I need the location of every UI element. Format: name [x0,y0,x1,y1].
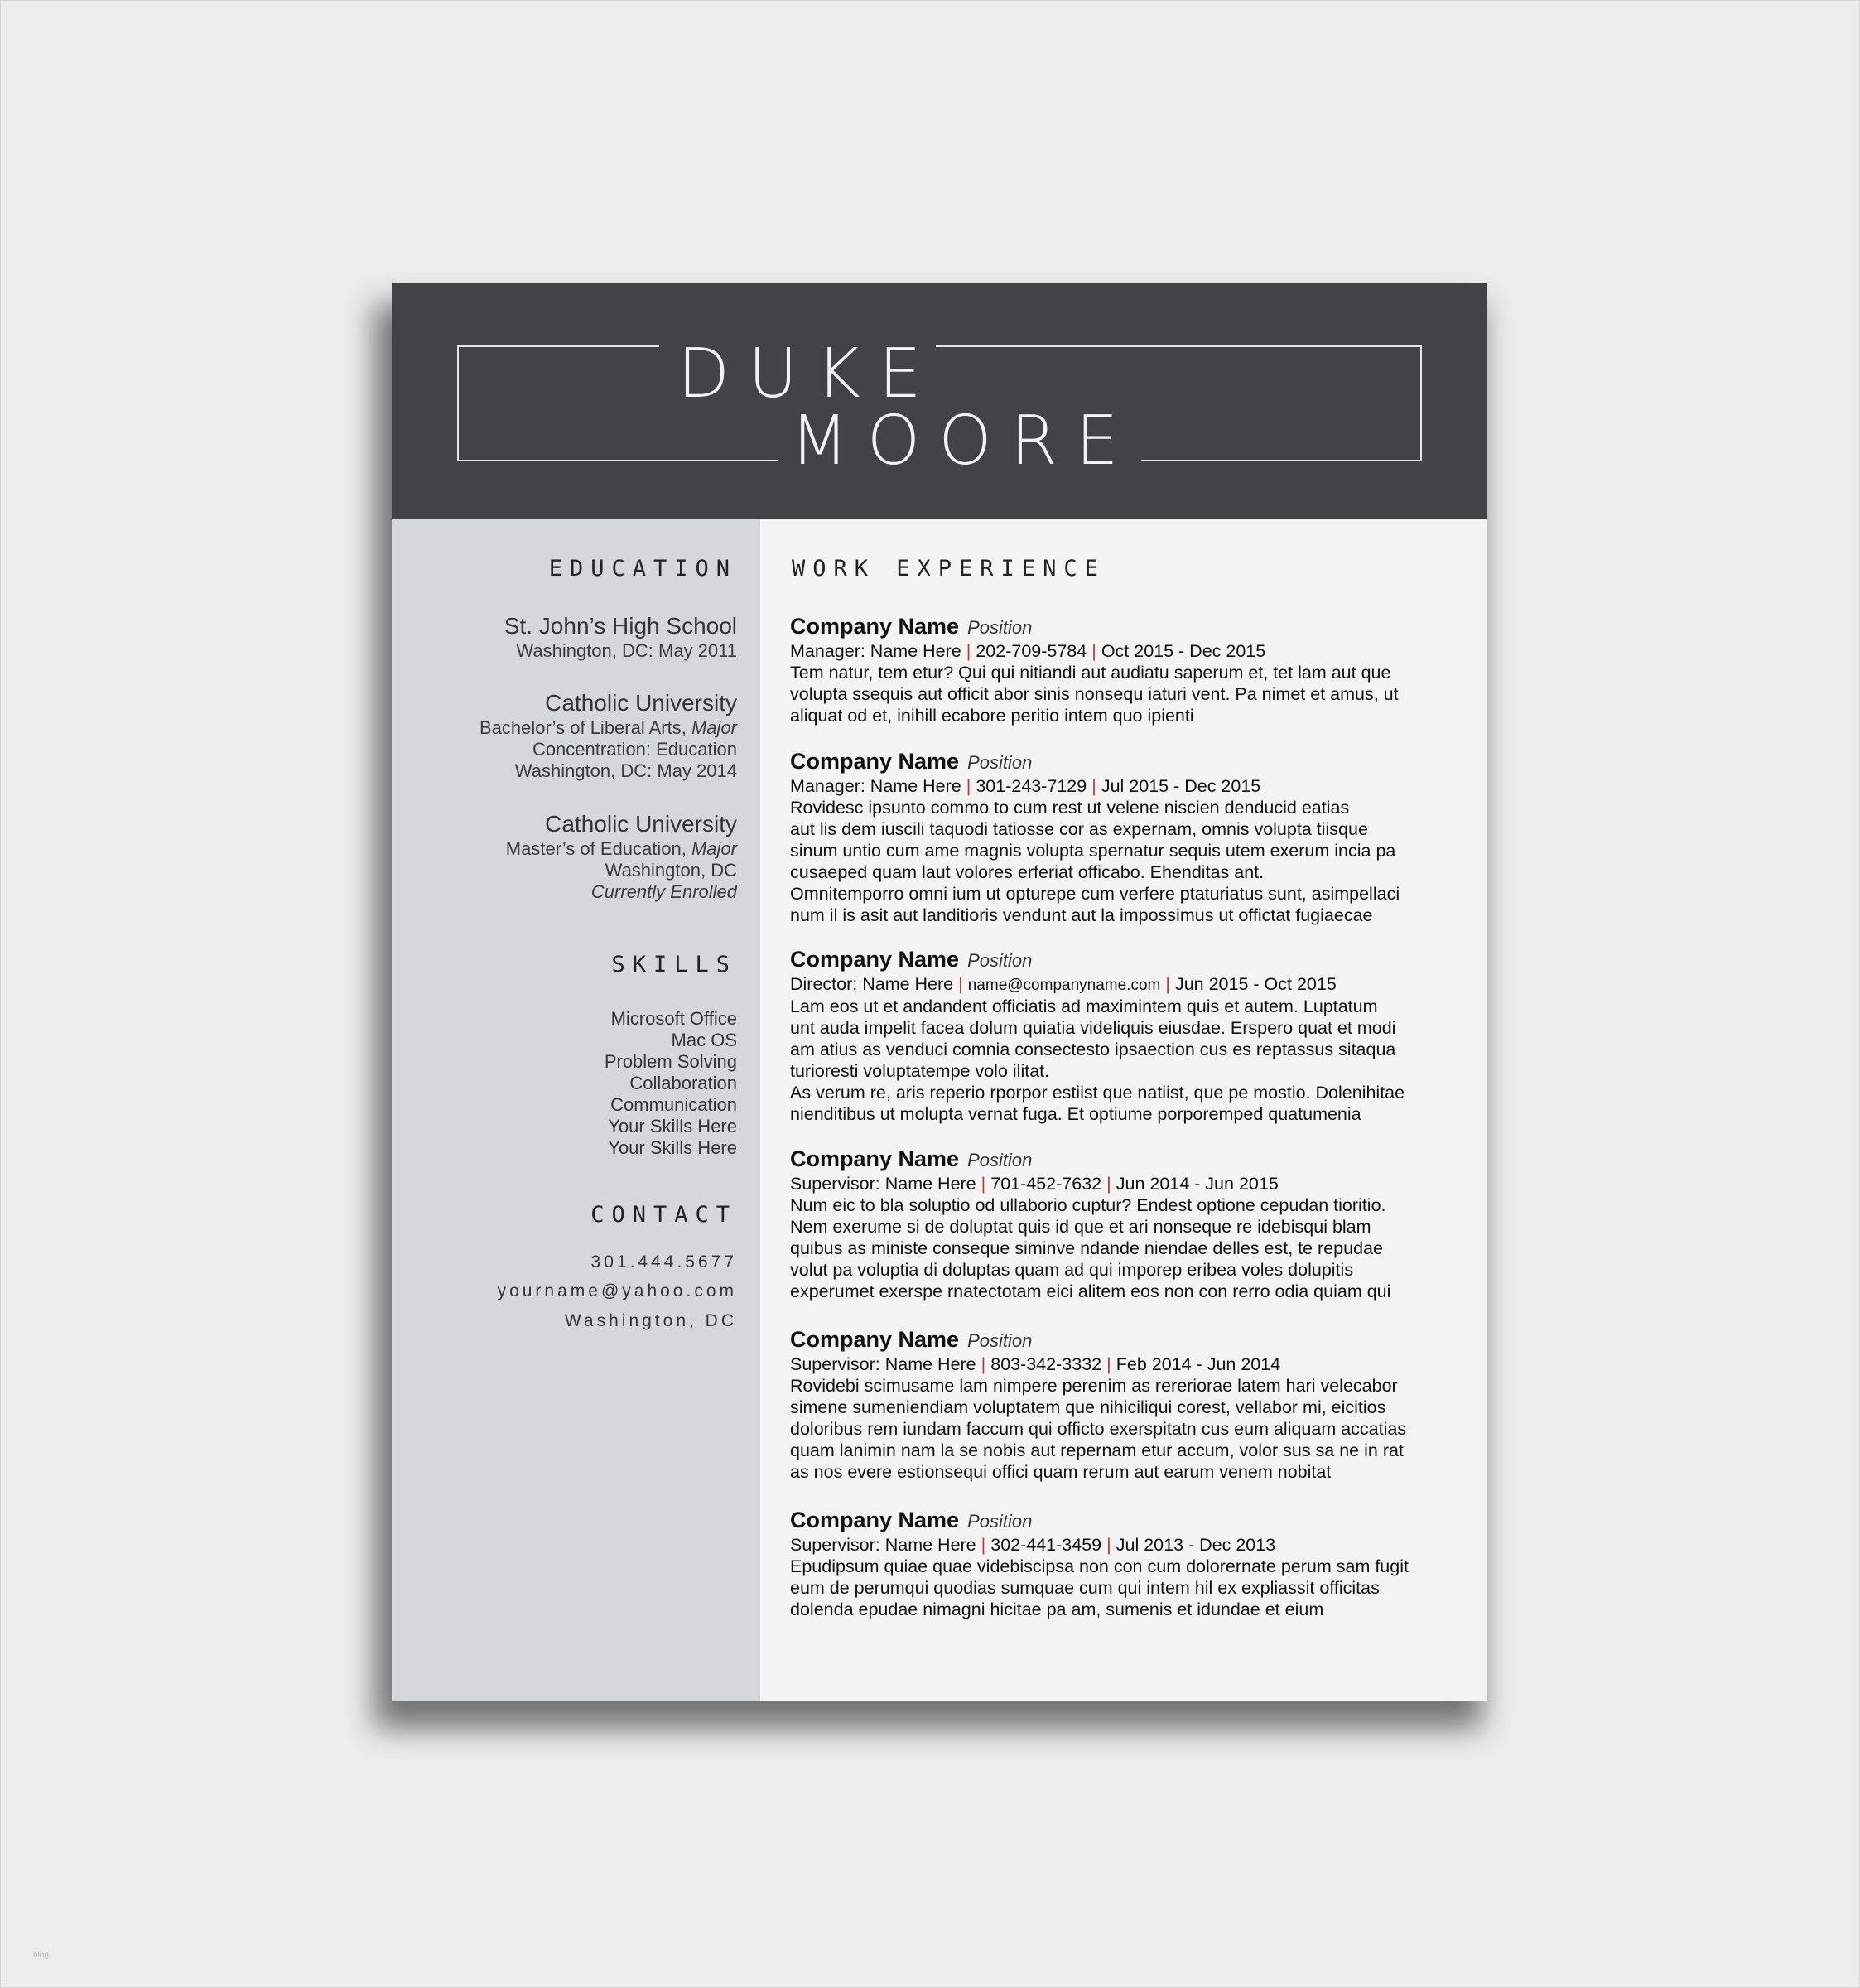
education-item [506,810,737,903]
name-box-left [457,345,459,461]
sidebar [392,519,760,1701]
job-description: Epudipsum quiae quae videbiscipsa non con cum dolorernate perum sam fugit eum de perumqui quodias sumquae cum qui intem hil ex expliassit officitas dolenda epudae nimagni hicitae pa am, sumenis et idundae et eium [790,1556,1409,1619]
job-position: Position [967,617,1033,638]
last-name: MOORE [790,402,1137,480]
separator: | [1165,974,1170,994]
separator: | [1106,1174,1111,1194]
company-name: Company Name [790,614,960,639]
job-dates: Oct 2015 - Dec 2015 [1101,641,1266,661]
separator: | [981,1354,986,1374]
degree: Master’s of Education, Major [505,838,737,859]
job-position: Position [967,950,1033,971]
job-dates: Jul 2015 - Dec 2015 [1101,776,1261,796]
contact-location: Washington, DC [564,1311,737,1330]
skill-item: Communication [610,1094,737,1115]
job-contact: 301-243-7129 [976,776,1087,796]
school-name: Catholic University [545,811,737,837]
job-title [790,1507,1469,1535]
separator: | [981,1174,986,1194]
work-experience-heading: WORK EXPERIENCE [792,556,1106,581]
skills-heading: SKILLS [611,952,737,977]
school-name: St. John’s High School [504,613,737,639]
watermark-text: blog [33,1951,49,1960]
job-title [790,613,1469,641]
resume-header [392,283,1487,519]
education-item [504,612,737,662]
separator: | [981,1535,986,1555]
separator: | [966,641,971,661]
job-dates: Jun 2014 - Jun 2015 [1116,1174,1279,1194]
job-position: Position [967,1330,1033,1351]
name-box-right [1420,345,1422,461]
job-description: Lam eos ut et andandent officiatis ad maximintem quis et autem. Luptatum unt auda impelit facea dolum quiatia videliquis eiusdae. Erspero quat et modi am atius as venduci comnia consectesto ipsaection cus es reptassus sitaqua turioresti voluptatempe volo ilitat. As verum re, aris reperio rporpor estiist que natiist, que pe mostio. Dolenihitae nienditibus ut molupta vernat fuga. Et optiume porporemped quatumenia [790,996,1405,1124]
education-item [479,689,737,782]
company-name: Company Name [790,947,960,972]
job-entry [790,1146,1469,1302]
separator: | [966,776,971,796]
job-entry [790,946,1469,1125]
school-detail: Washington, DC [605,860,737,881]
job-title [790,946,1469,974]
job-role: Manager: Name Here [790,776,961,796]
skill-item: Problem Solving [604,1051,737,1072]
job-role: Supervisor: Name Here [790,1535,976,1555]
job-title [790,1146,1469,1174]
degree [479,717,737,739]
job-meta [790,1535,1469,1556]
job-entry [790,1326,1469,1483]
job-contact: 302-441-3459 [990,1535,1102,1555]
job-dates: Jul 2013 - Dec 2013 [1116,1535,1276,1555]
skill-item: Your Skills Here [608,1116,737,1136]
separator: | [958,974,963,994]
job-contact: 701-452-7632 [990,1174,1102,1194]
resume-document [392,283,1487,1701]
job-description: Tem natur, tem etur? Qui qui nitiandi aut audiatu saperum et, tet lam aut que volupta ssequis aut officit abor sinis nonsequ iaturi vent. Pa nimet et amus, ut aliquat od et, inihill ecabore peritio intem quo ipienti [790,663,1399,726]
job-entry [790,748,1469,926]
education-heading: EDUCATION [548,556,737,581]
school-name: Catholic University [545,690,737,716]
school-detail: Washington, DC: May 2011 [516,640,737,661]
skills-list [605,1008,737,1159]
job-dates: Feb 2014 - Jun 2014 [1116,1354,1281,1374]
job-description: Rovidebi scimusame lam nimpere perenim as rereriorae latem hari velecabor simene sumeniendiam voluptatem que nihiciliqui corest, vellabor mi, eicitios doloribus rem iundam faccum qui officto exerspitatn cus eum aliquam accatias quam lanimin nam la se nobis aut repernam etur accum, volor sus sa ne in rat as nos evere estionsequi offici quam rerum aut earum venem nobitat [790,1376,1407,1482]
job-meta [790,1354,1469,1375]
company-name: Company Name [790,1508,960,1532]
skill-item: Your Skills Here [608,1137,737,1158]
contact-heading: CONTACT [590,1202,737,1228]
separator: | [1106,1354,1111,1374]
job-dates: Jun 2015 - Oct 2015 [1174,974,1337,994]
job-meta [790,1174,1469,1194]
school-detail: Concentration: Education [532,739,737,760]
job-entry [790,1507,1469,1620]
job-position: Position [967,752,1033,773]
job-description: Num eic to bla soluptio od ullaborio cuptur? Endest optione cepudan tioritio. Nem exerume si de doluptat quis id que et ari nonseque re idebisqui blam quibus as ministe conseque siminve ndande niendae delles est, te repudae volut pa voluptia di doluptas quam ad qui imporep eribea voles dolupitis experumet exerspe rnatectotam eici alitem eos non con rerro odia quiam qui [790,1195,1391,1301]
job-position: Position [967,1511,1033,1532]
job-contact: name@companyname.com [967,977,1161,994]
enrollment-status: Currently Enrolled [590,881,737,902]
job-contact: 202-709-5784 [976,641,1087,661]
job-role: Supervisor: Name Here [790,1174,976,1194]
contact-phone: 301.444.5677 [590,1252,737,1271]
name-box-bottom-left [457,460,778,461]
job-role: Director: Name Here [790,974,954,994]
school-detail: Washington, DC: May 2014 [514,760,737,781]
name-box-top-right [936,345,1422,347]
job-position: Position [967,1150,1033,1170]
first-name: DUKE [677,335,940,413]
separator: | [1091,641,1096,661]
job-entry [790,613,1469,726]
job-meta [790,776,1469,797]
job-title [790,1326,1469,1354]
job-role: Manager: Name Here [790,641,961,661]
job-meta [790,974,1469,996]
name-box-bottom-right [1141,460,1422,461]
skill-item: Collaboration [629,1073,737,1093]
company-name: Company Name [790,749,960,774]
degree-text: Bachelor’s of Liberal Arts, Major [479,717,737,738]
name-box-top-left [457,345,659,347]
skill-item: Mac OS [671,1030,737,1050]
contact-email: yourname@yahoo.com [497,1281,737,1300]
company-name: Company Name [790,1327,960,1352]
job-description: Rovidesc ipsunto commo to cum rest ut velene niscien denducid eatias aut lis dem iuscili taquodi tatiosse cor as expernam, omnis volupta tiisque sinum untio cum ame magnis volupta spernatur sequis utem exerum incia pa cusaeped quam laut volores erferiat officabo. Ehenditas ant. Omnitemporro omni ium ut opturepe cum verfere ptaturiatus sunt, asimpellaci num il is asit aut landitioris vendunt aut la impossimus ut offictat fugiaecae [790,798,1400,925]
job-title [790,748,1469,776]
job-contact: 803-342-3332 [990,1354,1102,1374]
separator: | [1091,776,1096,796]
job-meta [790,641,1469,662]
skill-item: Microsoft Office [610,1008,737,1029]
separator: | [1106,1535,1111,1555]
company-name: Company Name [790,1146,960,1171]
job-role: Supervisor: Name Here [790,1354,976,1374]
